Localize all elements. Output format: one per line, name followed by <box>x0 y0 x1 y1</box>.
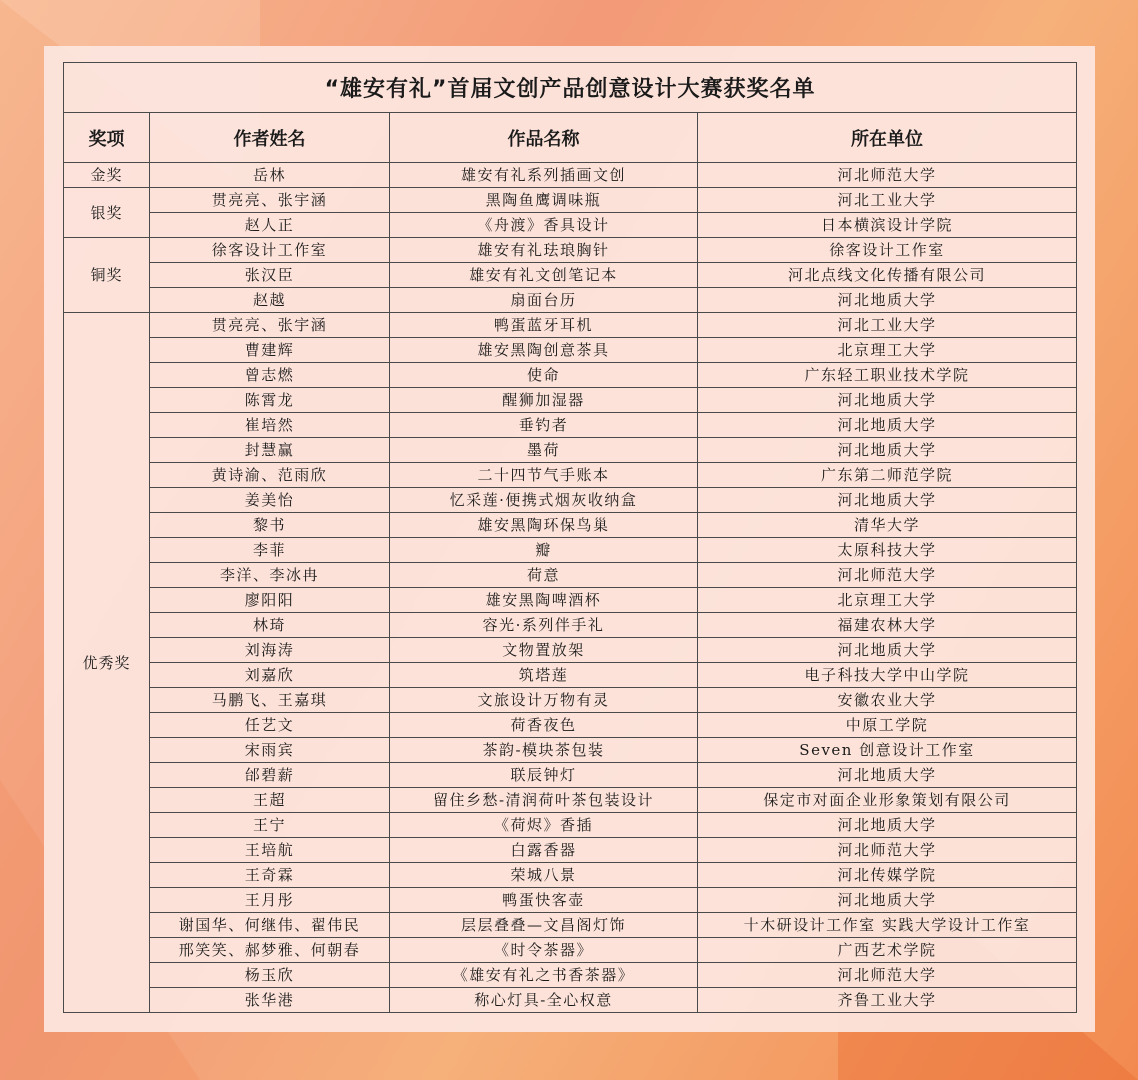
work-cell: 黑陶鱼鹰调味瓶 <box>390 188 698 213</box>
header-work: 作品名称 <box>390 113 698 163</box>
awards-table <box>63 62 1077 1013</box>
table-row <box>64 913 1077 938</box>
table-row <box>64 238 1077 263</box>
organization-cell: 河北地质大学 <box>698 763 1077 788</box>
table-row <box>64 338 1077 363</box>
work-cell: 雄安黑陶环保鸟巢 <box>390 513 698 538</box>
author-cell: 王宁 <box>150 813 390 838</box>
organization-cell: 河北地质大学 <box>698 488 1077 513</box>
work-cell: 留住乡愁-清润荷叶茶包装设计 <box>390 788 698 813</box>
work-cell: 雄安有礼珐琅胸针 <box>390 238 698 263</box>
prize-cell: 铜奖 <box>64 238 150 313</box>
author-cell: 邢笑笑、郝梦雅、何朝春 <box>150 938 390 963</box>
work-cell: 扇面台历 <box>390 288 698 313</box>
author-cell: 刘嘉欣 <box>150 663 390 688</box>
work-cell: 《时令茶器》 <box>390 938 698 963</box>
table-row <box>64 638 1077 663</box>
table-row <box>64 563 1077 588</box>
content-panel <box>44 46 1095 1032</box>
work-cell: 墨荷 <box>390 438 698 463</box>
table-row <box>64 488 1077 513</box>
organization-cell: 广东第二师范学院 <box>698 463 1077 488</box>
organization-cell: 河北地质大学 <box>698 388 1077 413</box>
organization-cell: 北京理工大学 <box>698 338 1077 363</box>
organization-cell: 中原工学院 <box>698 713 1077 738</box>
organization-cell: 河北师范大学 <box>698 163 1077 188</box>
author-cell: 赵越 <box>150 288 390 313</box>
table-row <box>64 163 1077 188</box>
table-row <box>64 988 1077 1013</box>
work-cell: 二十四节气手账本 <box>390 463 698 488</box>
author-cell: 邰碧薪 <box>150 763 390 788</box>
work-cell: 雄安黑陶啤酒杯 <box>390 588 698 613</box>
work-cell: 荣城八景 <box>390 863 698 888</box>
author-cell: 马鹏飞、王嘉琪 <box>150 688 390 713</box>
author-cell: 黎书 <box>150 513 390 538</box>
work-cell: 雄安黑陶创意茶具 <box>390 338 698 363</box>
table-row <box>64 263 1077 288</box>
author-cell: 王超 <box>150 788 390 813</box>
work-cell: 文旅设计万物有灵 <box>390 688 698 713</box>
organization-cell: 河北师范大学 <box>698 563 1077 588</box>
organization-cell: 河北地质大学 <box>698 888 1077 913</box>
table-row <box>64 713 1077 738</box>
organization-cell: 安徽农业大学 <box>698 688 1077 713</box>
work-cell: 白露香器 <box>390 838 698 863</box>
work-cell: 荷意 <box>390 563 698 588</box>
organization-cell: 河北师范大学 <box>698 838 1077 863</box>
table-row <box>64 288 1077 313</box>
author-cell: 赵人正 <box>150 213 390 238</box>
table-row <box>64 613 1077 638</box>
organization-cell: 清华大学 <box>698 513 1077 538</box>
author-cell: 王月彤 <box>150 888 390 913</box>
table-row <box>64 788 1077 813</box>
work-cell: 《荷烬》香插 <box>390 813 698 838</box>
author-cell: 岳林 <box>150 163 390 188</box>
author-cell: 廖阳阳 <box>150 588 390 613</box>
work-cell: 《雄安有礼之书香茶器》 <box>390 963 698 988</box>
table-row <box>64 388 1077 413</box>
work-cell: 鸭蛋快客壶 <box>390 888 698 913</box>
organization-cell: 太原科技大学 <box>698 538 1077 563</box>
table-row <box>64 213 1077 238</box>
organization-cell: 河北地质大学 <box>698 638 1077 663</box>
author-cell: 贯亮亮、张宇涵 <box>150 188 390 213</box>
table-row <box>64 938 1077 963</box>
prize-cell: 金奖 <box>64 163 150 188</box>
organization-cell: 电子科技大学中山学院 <box>698 663 1077 688</box>
table-body <box>64 163 1077 1013</box>
author-cell: 杨玉欣 <box>150 963 390 988</box>
organization-cell: 河北师范大学 <box>698 963 1077 988</box>
organization-cell: 河北地质大学 <box>698 438 1077 463</box>
author-cell: 李洋、李冰冉 <box>150 563 390 588</box>
organization-cell: Seven 创意设计工作室 <box>698 738 1077 763</box>
author-cell: 黄诗渝、范雨欣 <box>150 463 390 488</box>
header-author: 作者姓名 <box>150 113 390 163</box>
author-cell: 徐客设计工作室 <box>150 238 390 263</box>
organization-cell: 河北传媒学院 <box>698 863 1077 888</box>
table-row <box>64 813 1077 838</box>
author-cell: 任艺文 <box>150 713 390 738</box>
author-cell: 贯亮亮、张宇涵 <box>150 313 390 338</box>
author-cell: 林琦 <box>150 613 390 638</box>
table-row <box>64 313 1077 338</box>
organization-cell: 福建农林大学 <box>698 613 1077 638</box>
work-cell: 瓣 <box>390 538 698 563</box>
author-cell: 封慧赢 <box>150 438 390 463</box>
organization-cell: 保定市对面企业形象策划有限公司 <box>698 788 1077 813</box>
organization-cell: 齐鲁工业大学 <box>698 988 1077 1013</box>
table-row <box>64 763 1077 788</box>
organization-cell: 河北地质大学 <box>698 288 1077 313</box>
organization-cell: 广东轻工职业技术学院 <box>698 363 1077 388</box>
author-cell: 曾志燃 <box>150 363 390 388</box>
work-cell: 称心灯具-全心权意 <box>390 988 698 1013</box>
prize-cell: 优秀奖 <box>64 313 150 1013</box>
table-row <box>64 363 1077 388</box>
work-cell: 层层叠叠—文昌阁灯饰 <box>390 913 698 938</box>
table-row <box>64 963 1077 988</box>
author-cell: 王培航 <box>150 838 390 863</box>
work-cell: 联辰钟灯 <box>390 763 698 788</box>
prize-cell: 银奖 <box>64 188 150 238</box>
table-row <box>64 513 1077 538</box>
organization-cell: 河北工业大学 <box>698 313 1077 338</box>
author-cell: 张华港 <box>150 988 390 1013</box>
header-prize: 奖项 <box>64 113 150 163</box>
table-row <box>64 863 1077 888</box>
table-row <box>64 588 1077 613</box>
table-row <box>64 838 1077 863</box>
table-row <box>64 538 1077 563</box>
author-cell: 谢国华、何继伟、翟伟民 <box>150 913 390 938</box>
work-cell: 雄安有礼文创笔记本 <box>390 263 698 288</box>
table-row <box>64 438 1077 463</box>
organization-cell: 日本横滨设计学院 <box>698 213 1077 238</box>
work-cell: 筑塔莲 <box>390 663 698 688</box>
work-cell: 茶韵-模块茶包装 <box>390 738 698 763</box>
work-cell: 荷香夜色 <box>390 713 698 738</box>
header-organization: 所在单位 <box>698 113 1077 163</box>
organization-cell: 河北地质大学 <box>698 813 1077 838</box>
table-row <box>64 738 1077 763</box>
work-cell: 使命 <box>390 363 698 388</box>
table-row <box>64 413 1077 438</box>
table-row <box>64 888 1077 913</box>
author-cell: 王奇霖 <box>150 863 390 888</box>
author-cell: 刘海涛 <box>150 638 390 663</box>
author-cell: 宋雨宾 <box>150 738 390 763</box>
work-cell: 雄安有礼系列插画文创 <box>390 163 698 188</box>
author-cell: 姜美怡 <box>150 488 390 513</box>
organization-cell: 河北地质大学 <box>698 413 1077 438</box>
organization-cell: 北京理工大学 <box>698 588 1077 613</box>
organization-cell: 徐客设计工作室 <box>698 238 1077 263</box>
work-cell: 容光·系列伴手礼 <box>390 613 698 638</box>
table-row <box>64 663 1077 688</box>
author-cell: 李菲 <box>150 538 390 563</box>
organization-cell: 河北工业大学 <box>698 188 1077 213</box>
work-cell: 文物置放架 <box>390 638 698 663</box>
organization-cell: 广西艺术学院 <box>698 938 1077 963</box>
work-cell: 鸭蛋蓝牙耳机 <box>390 313 698 338</box>
author-cell: 曹建辉 <box>150 338 390 363</box>
work-cell: 垂钓者 <box>390 413 698 438</box>
table-row <box>64 188 1077 213</box>
organization-cell: 十木研设计工作室 实践大学设计工作室 <box>698 913 1077 938</box>
author-cell: 陈霄龙 <box>150 388 390 413</box>
organization-cell: 河北点线文化传播有限公司 <box>698 263 1077 288</box>
author-cell: 崔培然 <box>150 413 390 438</box>
page-title: “雄安有礼”首届文创产品创意设计大赛获奖名单 <box>64 63 1077 113</box>
work-cell: 忆采莲·便携式烟灰收纳盒 <box>390 488 698 513</box>
work-cell: 《舟渡》香具设计 <box>390 213 698 238</box>
table-row <box>64 688 1077 713</box>
table-row <box>64 463 1077 488</box>
work-cell: 醒狮加湿器 <box>390 388 698 413</box>
author-cell: 张汉臣 <box>150 263 390 288</box>
